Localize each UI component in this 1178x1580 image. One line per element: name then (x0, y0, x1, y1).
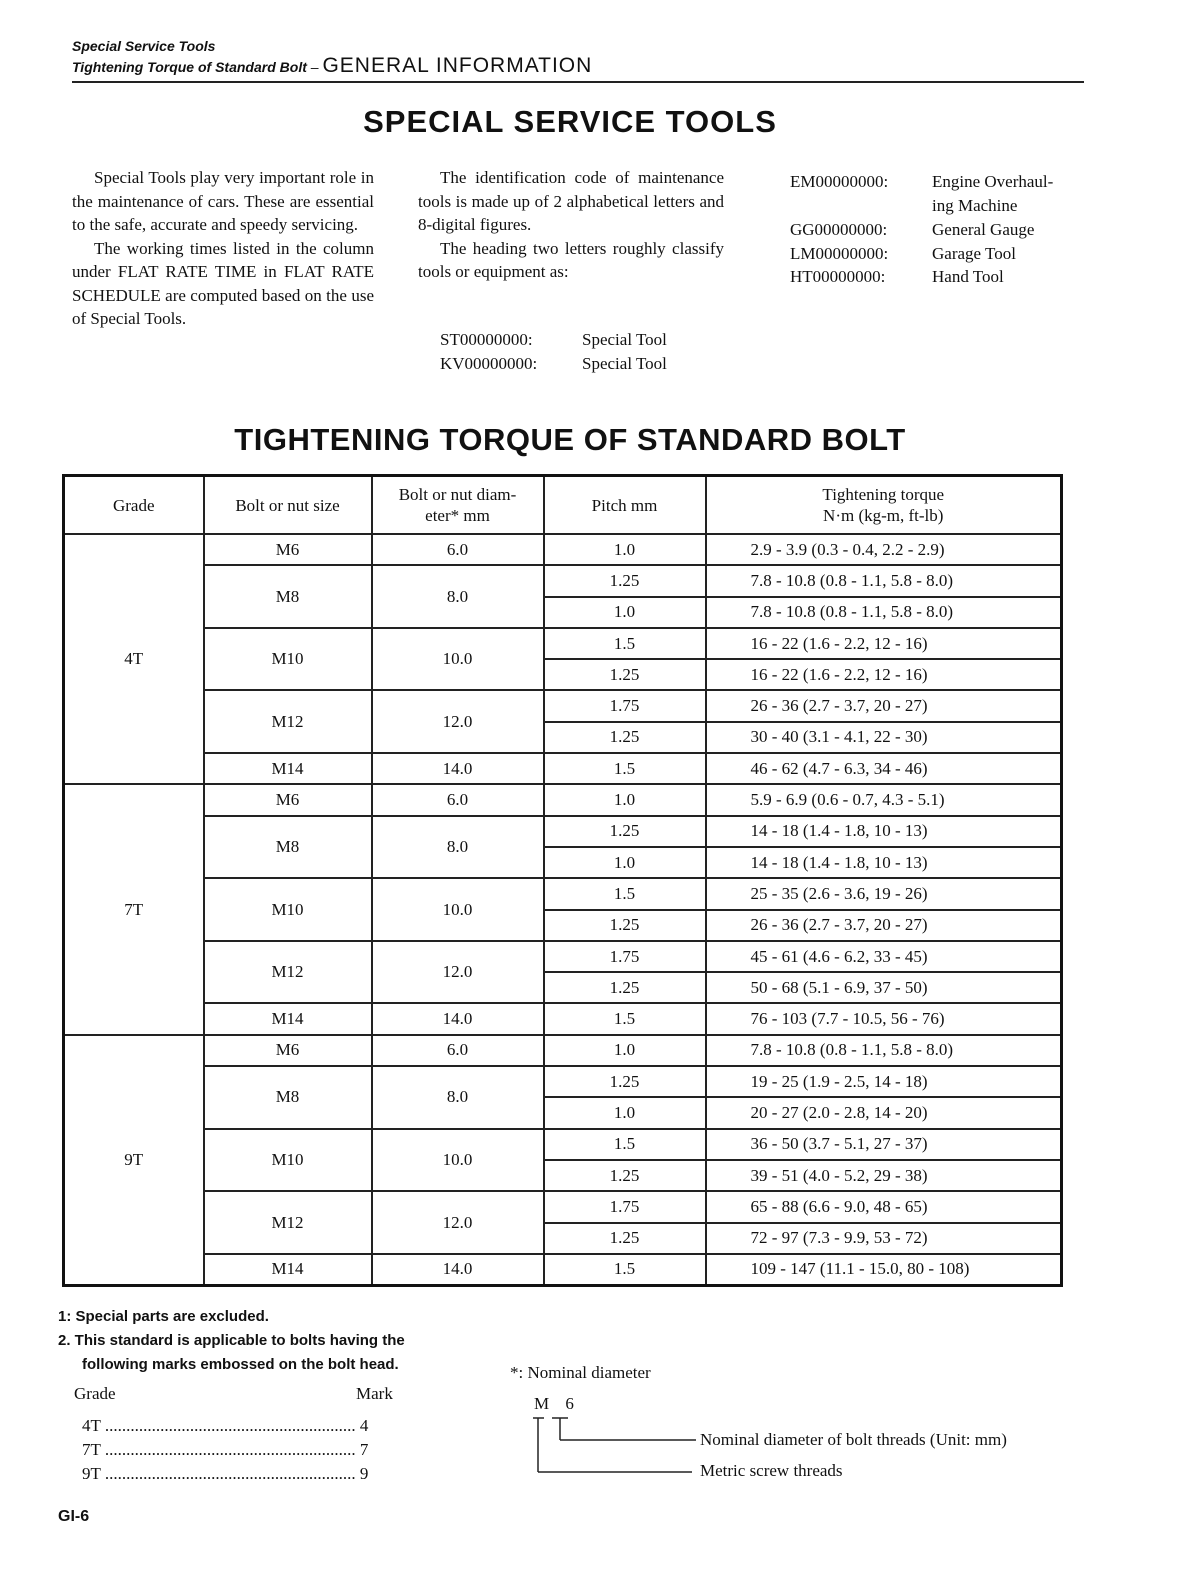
leader-dots: ........................................................... (100, 1464, 360, 1483)
grade-column-header: Grade (74, 1384, 116, 1403)
running-header-subtopic (72, 54, 592, 78)
diameter-cell: 6.0 (372, 784, 544, 815)
grade-mark-row (82, 1440, 382, 1460)
torque-table-body (64, 534, 1062, 1286)
running-header-subtopic-text: Tightening Torque of Standard Bolt (72, 59, 307, 75)
bolt-size-cell: M14 (204, 753, 372, 784)
diameter-cell: 14.0 (372, 1254, 544, 1286)
diameter-cell: 12.0 (372, 1191, 544, 1254)
pitch-cell: 1.25 (544, 1066, 706, 1097)
intro-paragraph-1: Special Tools play very important role in the maintenance of cars. These are essential to the safe, accurate and speedy servicing. (72, 168, 374, 234)
diameter-cell: 10.0 (372, 878, 544, 941)
pitch-cell: 1.75 (544, 690, 706, 721)
bolt-size-cell: M6 (204, 1035, 372, 1066)
pitch-cell: 1.0 (544, 784, 706, 815)
pitch-cell: 1.25 (544, 1160, 706, 1191)
grade-mark-row (82, 1464, 382, 1484)
header-size: Bolt or nut size (204, 476, 372, 535)
torque-cell: 72 - 97 (7.3 - 9.9, 53 - 72) (706, 1223, 1062, 1254)
header-diameter-line1: Bolt or nut diam- (398, 485, 517, 504)
special-tools-intro (72, 166, 374, 331)
special-tools-title: SPECIAL SERVICE TOOLS (363, 104, 777, 139)
table-row (64, 753, 1062, 784)
pitch-cell: 1.25 (544, 816, 706, 847)
tool-codes-right (790, 170, 1080, 290)
torque-cell: 14 - 18 (1.4 - 1.8, 10 - 13) (706, 847, 1062, 878)
table-row (64, 878, 1062, 909)
torque-table-title: TIGHTENING TORQUE OF STANDARD BOLT (234, 422, 906, 457)
tool-code-row (440, 354, 537, 374)
torque-cell: 45 - 61 (4.6 - 6.2, 33 - 45) (706, 941, 1062, 972)
bolt-size-cell: M8 (204, 1066, 372, 1129)
pitch-cell: 1.75 (544, 1191, 706, 1222)
diameter-cell: 10.0 (372, 1129, 544, 1192)
pitch-cell: 1.0 (544, 597, 706, 628)
pitch-cell: 1.75 (544, 941, 706, 972)
grade-cell: 9T (64, 1035, 204, 1286)
intro-paragraph-2: The working times listed in the column under FLAT RATE TIME in FLAT RATE SCHEDULE are computed based on the use of Special Tools. (72, 238, 374, 328)
tool-code: KV00000000: (440, 354, 538, 373)
header-pitch: Pitch mm (544, 476, 706, 535)
table-row (64, 1254, 1062, 1286)
header-diameter-line2: eter* mm (425, 506, 490, 525)
bolt-size-cell: M6 (204, 784, 372, 815)
diameter-cell: 12.0 (372, 690, 544, 753)
torque-cell: 16 - 22 (1.6 - 2.2, 12 - 16) (706, 659, 1062, 690)
table-row (64, 941, 1062, 972)
torque-cell: 36 - 50 (3.7 - 5.1, 27 - 37) (706, 1129, 1062, 1160)
grade-label: 7T (82, 1440, 101, 1459)
tool-code-description-cont: ing Machine (932, 196, 1018, 215)
tool-code-description: General Gauge (932, 220, 1035, 239)
code-paragraph-2: The heading two letters roughly classify tools or equipment as: (418, 238, 724, 281)
torque-table (62, 474, 1063, 1287)
mark-column-header: Mark (356, 1384, 393, 1403)
tool-code: EM00000000: (790, 172, 889, 191)
table-row (64, 784, 1062, 815)
code-paragraph-1: The identification code of maintenance tools is made up of 2 alphabetical letters and 8-digital figures. (418, 168, 724, 234)
diameter-cell: 14.0 (372, 753, 544, 784)
table-row (64, 628, 1062, 659)
special-tools-code-description (418, 166, 724, 284)
torque-cell: 109 - 147 (11.1 - 15.0, 80 - 108) (706, 1254, 1062, 1286)
bolt-size-cell: M10 (204, 878, 372, 941)
note-1: 1: Special parts are excluded. (58, 1308, 269, 1325)
grade-label: 9T (82, 1464, 101, 1483)
page-number: GI-6 (58, 1508, 90, 1525)
tool-code-description: Garage Tool (932, 244, 1016, 263)
torque-cell: 26 - 36 (2.7 - 3.7, 20 - 27) (706, 690, 1062, 721)
running-header-section: GENERAL INFORMATION (322, 54, 593, 77)
diameter-cell: 8.0 (372, 565, 544, 628)
mark-value: 4 (359, 1416, 369, 1435)
table-row (64, 565, 1062, 596)
tool-code-desc (582, 354, 667, 374)
torque-cell: 25 - 35 (2.6 - 3.6, 19 - 26) (706, 878, 1062, 909)
mark-value: 7 (359, 1440, 369, 1459)
pitch-cell: 1.0 (544, 534, 706, 565)
torque-cell: 7.8 - 10.8 (0.8 - 1.1, 5.8 - 8.0) (706, 1035, 1062, 1066)
diameter-cell: 8.0 (372, 816, 544, 879)
grade-cell: 7T (64, 784, 204, 1034)
torque-cell: 50 - 68 (5.1 - 6.9, 37 - 50) (706, 972, 1062, 1003)
bolt-size-cell: M12 (204, 1191, 372, 1254)
tool-code-description: Special Tool (582, 330, 667, 349)
thread-diameter-label: Nominal diameter of bolt threads (Unit: mm) (700, 1430, 1007, 1449)
bolt-size-cell: M14 (204, 1254, 372, 1286)
note-2-cont: following marks embossed on the bolt head. (82, 1356, 399, 1373)
pitch-cell: 1.0 (544, 1035, 706, 1066)
pitch-cell: 1.5 (544, 628, 706, 659)
tool-code: GG00000000: (790, 220, 888, 239)
diameter-cell: 10.0 (372, 628, 544, 691)
bolt-size-cell: M12 (204, 941, 372, 1004)
header-rule (72, 81, 1084, 83)
bolt-designation-example: M 6 (534, 1394, 580, 1413)
torque-cell: 7.8 - 10.8 (0.8 - 1.1, 5.8 - 8.0) (706, 565, 1062, 596)
running-header-topic: Special Service Tools (72, 38, 216, 54)
table-row (64, 1191, 1062, 1222)
torque-cell: 5.9 - 6.9 (0.6 - 0.7, 4.3 - 5.1) (706, 784, 1062, 815)
bolt-size-cell: M12 (204, 690, 372, 753)
tool-code-description: Hand Tool (932, 267, 1004, 286)
tool-code-description: Engine Overhaul- (932, 172, 1054, 191)
footnotes (58, 1305, 405, 1377)
tool-code-row (440, 330, 533, 350)
torque-cell: 2.9 - 3.9 (0.3 - 0.4, 2.2 - 2.9) (706, 534, 1062, 565)
pitch-cell: 1.25 (544, 722, 706, 753)
bolt-size-cell: M10 (204, 1129, 372, 1192)
torque-cell: 19 - 25 (1.9 - 2.5, 14 - 18) (706, 1066, 1062, 1097)
table-header-row (64, 476, 1062, 535)
tool-code-description: Special Tool (582, 354, 667, 373)
pitch-cell: 1.25 (544, 910, 706, 941)
bolt-size-cell: M6 (204, 534, 372, 565)
pitch-cell: 1.5 (544, 1254, 706, 1286)
diameter-cell: 6.0 (372, 1035, 544, 1066)
table-row (64, 690, 1062, 721)
table-row (64, 534, 1062, 565)
torque-cell: 26 - 36 (2.7 - 3.7, 20 - 27) (706, 910, 1062, 941)
pitch-cell: 1.0 (544, 847, 706, 878)
torque-cell: 20 - 27 (2.0 - 2.8, 14 - 20) (706, 1097, 1062, 1128)
pitch-cell: 1.5 (544, 878, 706, 909)
table-row (64, 1129, 1062, 1160)
bolt-size-cell: M8 (204, 816, 372, 879)
nominal-diameter-label: *: Nominal diameter (510, 1363, 651, 1382)
header-torque-line1: Tightening torque (822, 485, 945, 504)
diameter-cell: 6.0 (372, 534, 544, 565)
table-row (64, 816, 1062, 847)
leader-dots: ........................................................... (100, 1440, 360, 1459)
torque-cell: 30 - 40 (3.1 - 4.1, 22 - 30) (706, 722, 1062, 753)
designation-leader-lines (530, 1414, 702, 1480)
diameter-cell: 12.0 (372, 941, 544, 1004)
tool-code: LM00000000: (790, 244, 889, 263)
grade-label: 4T (82, 1416, 101, 1435)
torque-cell: 46 - 62 (4.7 - 6.3, 34 - 46) (706, 753, 1062, 784)
pitch-cell: 1.25 (544, 565, 706, 596)
leader-dots: ........................................................... (100, 1416, 360, 1435)
pitch-cell: 1.25 (544, 659, 706, 690)
torque-cell: 16 - 22 (1.6 - 2.2, 12 - 16) (706, 628, 1062, 659)
header-diameter (372, 476, 544, 535)
pitch-cell: 1.25 (544, 1223, 706, 1254)
diameter-cell: 8.0 (372, 1066, 544, 1129)
torque-cell: 76 - 103 (7.7 - 10.5, 56 - 76) (706, 1003, 1062, 1034)
bolt-size-cell: M14 (204, 1003, 372, 1034)
tool-code: HT00000000: (790, 267, 886, 286)
torque-cell: 7.8 - 10.8 (0.8 - 1.1, 5.8 - 8.0) (706, 597, 1062, 628)
metric-thread-label: Metric screw threads (700, 1461, 843, 1480)
torque-cell: 14 - 18 (1.4 - 1.8, 10 - 13) (706, 816, 1062, 847)
mark-value: 9 (359, 1464, 369, 1483)
bolt-size-cell: M10 (204, 628, 372, 691)
grade-cell: 4T (64, 534, 204, 784)
pitch-cell: 1.5 (544, 753, 706, 784)
pitch-cell: 1.5 (544, 1129, 706, 1160)
pitch-cell: 1.0 (544, 1097, 706, 1128)
header-torque-line2: N·m (kg-m, ft-lb) (823, 506, 944, 525)
tool-code-desc (582, 330, 667, 350)
running-header-separator: – (306, 59, 323, 75)
diameter-cell: 14.0 (372, 1003, 544, 1034)
pitch-cell: 1.5 (544, 1003, 706, 1034)
header-grade: Grade (64, 476, 204, 535)
table-row (64, 1066, 1062, 1097)
note-2: 2. This standard is applicable to bolts having the (58, 1332, 405, 1349)
table-row (64, 1035, 1062, 1066)
pitch-cell: 1.25 (544, 972, 706, 1003)
bolt-size-cell: M8 (204, 565, 372, 628)
torque-cell: 65 - 88 (6.6 - 9.0, 48 - 65) (706, 1191, 1062, 1222)
torque-cell: 39 - 51 (4.0 - 5.2, 29 - 38) (706, 1160, 1062, 1191)
header-torque (706, 476, 1062, 535)
table-row (64, 1003, 1062, 1034)
grade-mark-row (82, 1416, 382, 1436)
tool-codes-left (440, 330, 740, 380)
tool-code: ST00000000: (440, 330, 533, 349)
